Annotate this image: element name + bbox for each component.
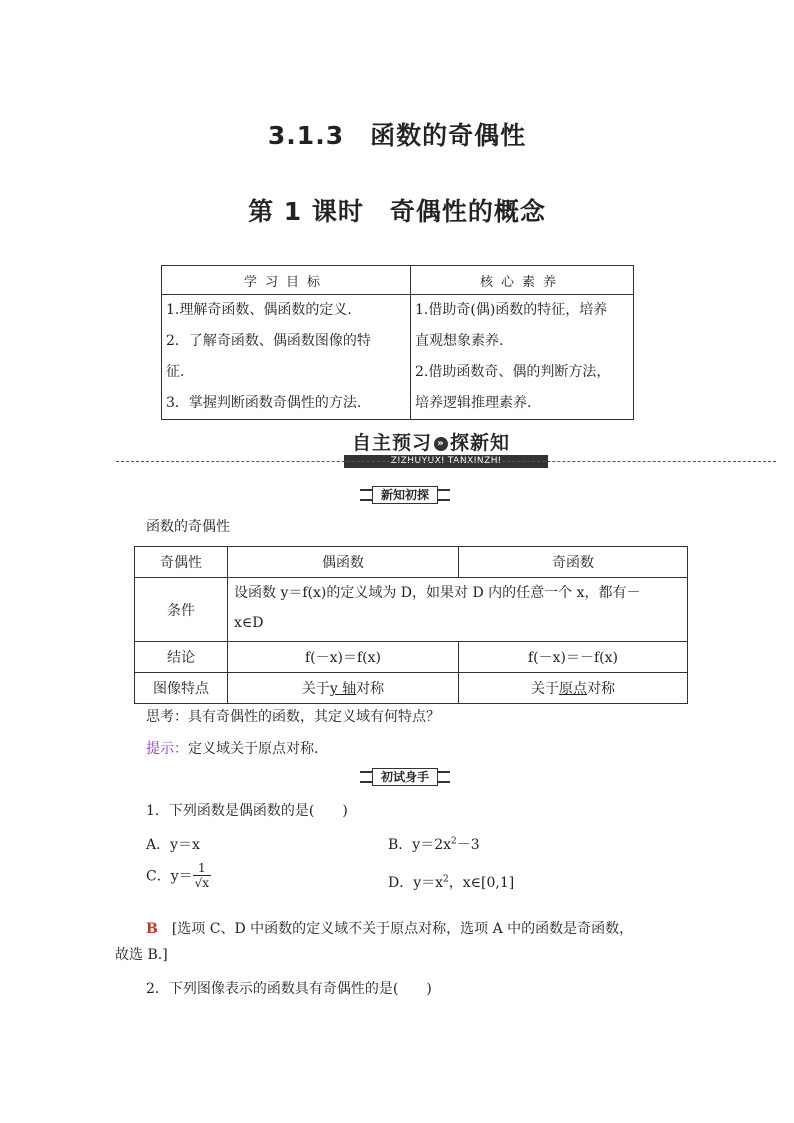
parity-header: 偶函数 <box>228 547 459 578</box>
literacy-line: 1.借助奇(偶)函数的特征，培养 <box>415 302 608 318</box>
fraction-denominator: √x <box>194 876 210 890</box>
literacy-line: 2.借助函数奇、偶的判断方法， <box>415 364 611 380</box>
option-b <box>388 834 480 854</box>
fraction-numerator: 1 <box>193 861 211 876</box>
banner-heading <box>352 428 510 455</box>
literacy-line: 直观想象素养. <box>415 333 504 349</box>
option-b-post: －3 <box>456 837 480 853</box>
hint-label: 提示： <box>146 741 188 757</box>
odd-conclusion: f(－x)＝－f(x) <box>459 642 688 673</box>
tag-label: 新知初探 <box>372 486 438 504</box>
goal-line: 3．掌握判断函数奇偶性的方法. <box>166 395 362 411</box>
condition-line: 设函数 y＝f(x)的定义域为 D，如果对 D 内的任意一个 x，都有－ <box>234 585 641 601</box>
tag-bar-left <box>360 489 372 501</box>
hint-text: 定义域关于原点对称． <box>188 741 328 757</box>
option-d <box>388 872 514 892</box>
option-d-sup: 2 <box>443 874 449 885</box>
parity-header: 奇函数 <box>459 547 688 578</box>
lesson-title: 3.1.3 函数的奇偶性 <box>267 121 527 150</box>
graph-label: 图像特点 <box>135 673 228 704</box>
odd-graph-key: 原点 <box>559 681 587 697</box>
tag-try <box>360 768 450 786</box>
goal-line: 征. <box>166 364 185 380</box>
tag-label: 初试身手 <box>372 768 438 786</box>
parity-header: 奇偶性 <box>135 547 228 578</box>
condition-line: x∈D <box>234 615 264 631</box>
section-title: 函数的奇偶性 <box>146 519 230 535</box>
answer-1-cont: 故选 B.] <box>115 947 168 963</box>
tag-bar-right <box>438 771 450 783</box>
option-a: A．y＝x <box>146 837 200 853</box>
goals-left-cell <box>162 295 411 420</box>
option-c <box>146 861 211 905</box>
option-d-post: ，x∈[0,1] <box>448 875 515 891</box>
question-1-stem: 1．下列函数是偶函数的是( ) <box>146 803 348 819</box>
goals-table <box>161 265 634 420</box>
question-2-stem: 2．下列图像表示的函数具有奇偶性的是( ) <box>146 981 432 997</box>
goals-header-right: 核心素养 <box>411 266 634 295</box>
banner-pinyin: ZIZHUYUXI TANXINZHI <box>344 455 548 468</box>
section-banner <box>352 428 548 468</box>
even-conclusion: f(－x)＝f(x) <box>228 642 459 673</box>
tag-new-knowledge <box>360 486 450 504</box>
parity-table <box>134 546 688 704</box>
option-c-pre: C．y＝ <box>146 868 193 885</box>
dashed-divider <box>116 461 776 462</box>
chevron-right-icon: » <box>434 437 448 451</box>
goal-line: 2．了解奇函数、偶函数图像的特 <box>166 333 371 349</box>
lesson-subtitle: 第 1 课时 奇偶性的概念 <box>248 197 546 226</box>
answer-letter: B <box>146 921 158 937</box>
banner-text-a: 自主预习 <box>352 432 433 454</box>
goal-line: 1.理解奇函数、偶函数的定义. <box>166 302 352 318</box>
odd-graph-post: 对称 <box>587 681 615 697</box>
option-d-pre: D．y＝x <box>388 875 444 891</box>
goals-right-cell <box>411 295 634 420</box>
answer-1 <box>146 914 686 944</box>
tag-bar-right <box>438 489 450 501</box>
think-question: 思考：具有奇偶性的函数，其定义域有何特点？ <box>146 709 440 725</box>
even-graph-pre: 关于 <box>301 681 330 697</box>
odd-graph-pre: 关于 <box>531 681 559 697</box>
fraction <box>193 861 211 890</box>
answer-text: [选项 C、D 中函数的定义域不关于原点对称，选项 A 中的函数是奇函数， <box>171 921 634 937</box>
odd-graph <box>459 673 688 704</box>
condition-label: 条件 <box>135 578 228 642</box>
conclusion-label: 结论 <box>135 642 228 673</box>
condition-cell <box>228 578 688 642</box>
option-b-sup: 2 <box>451 836 457 847</box>
literacy-line: 培养逻辑推理素养. <box>415 395 532 411</box>
goals-header-left: 学习目标 <box>162 266 411 295</box>
even-graph-post: 对称 <box>356 681 385 697</box>
option-b-pre: B．y＝2x <box>388 837 451 853</box>
even-graph <box>228 673 459 704</box>
banner-text-b: 探新知 <box>450 432 511 454</box>
hint <box>146 738 328 758</box>
tag-bar-left <box>360 771 372 783</box>
even-graph-key: y 轴 <box>329 681 357 697</box>
